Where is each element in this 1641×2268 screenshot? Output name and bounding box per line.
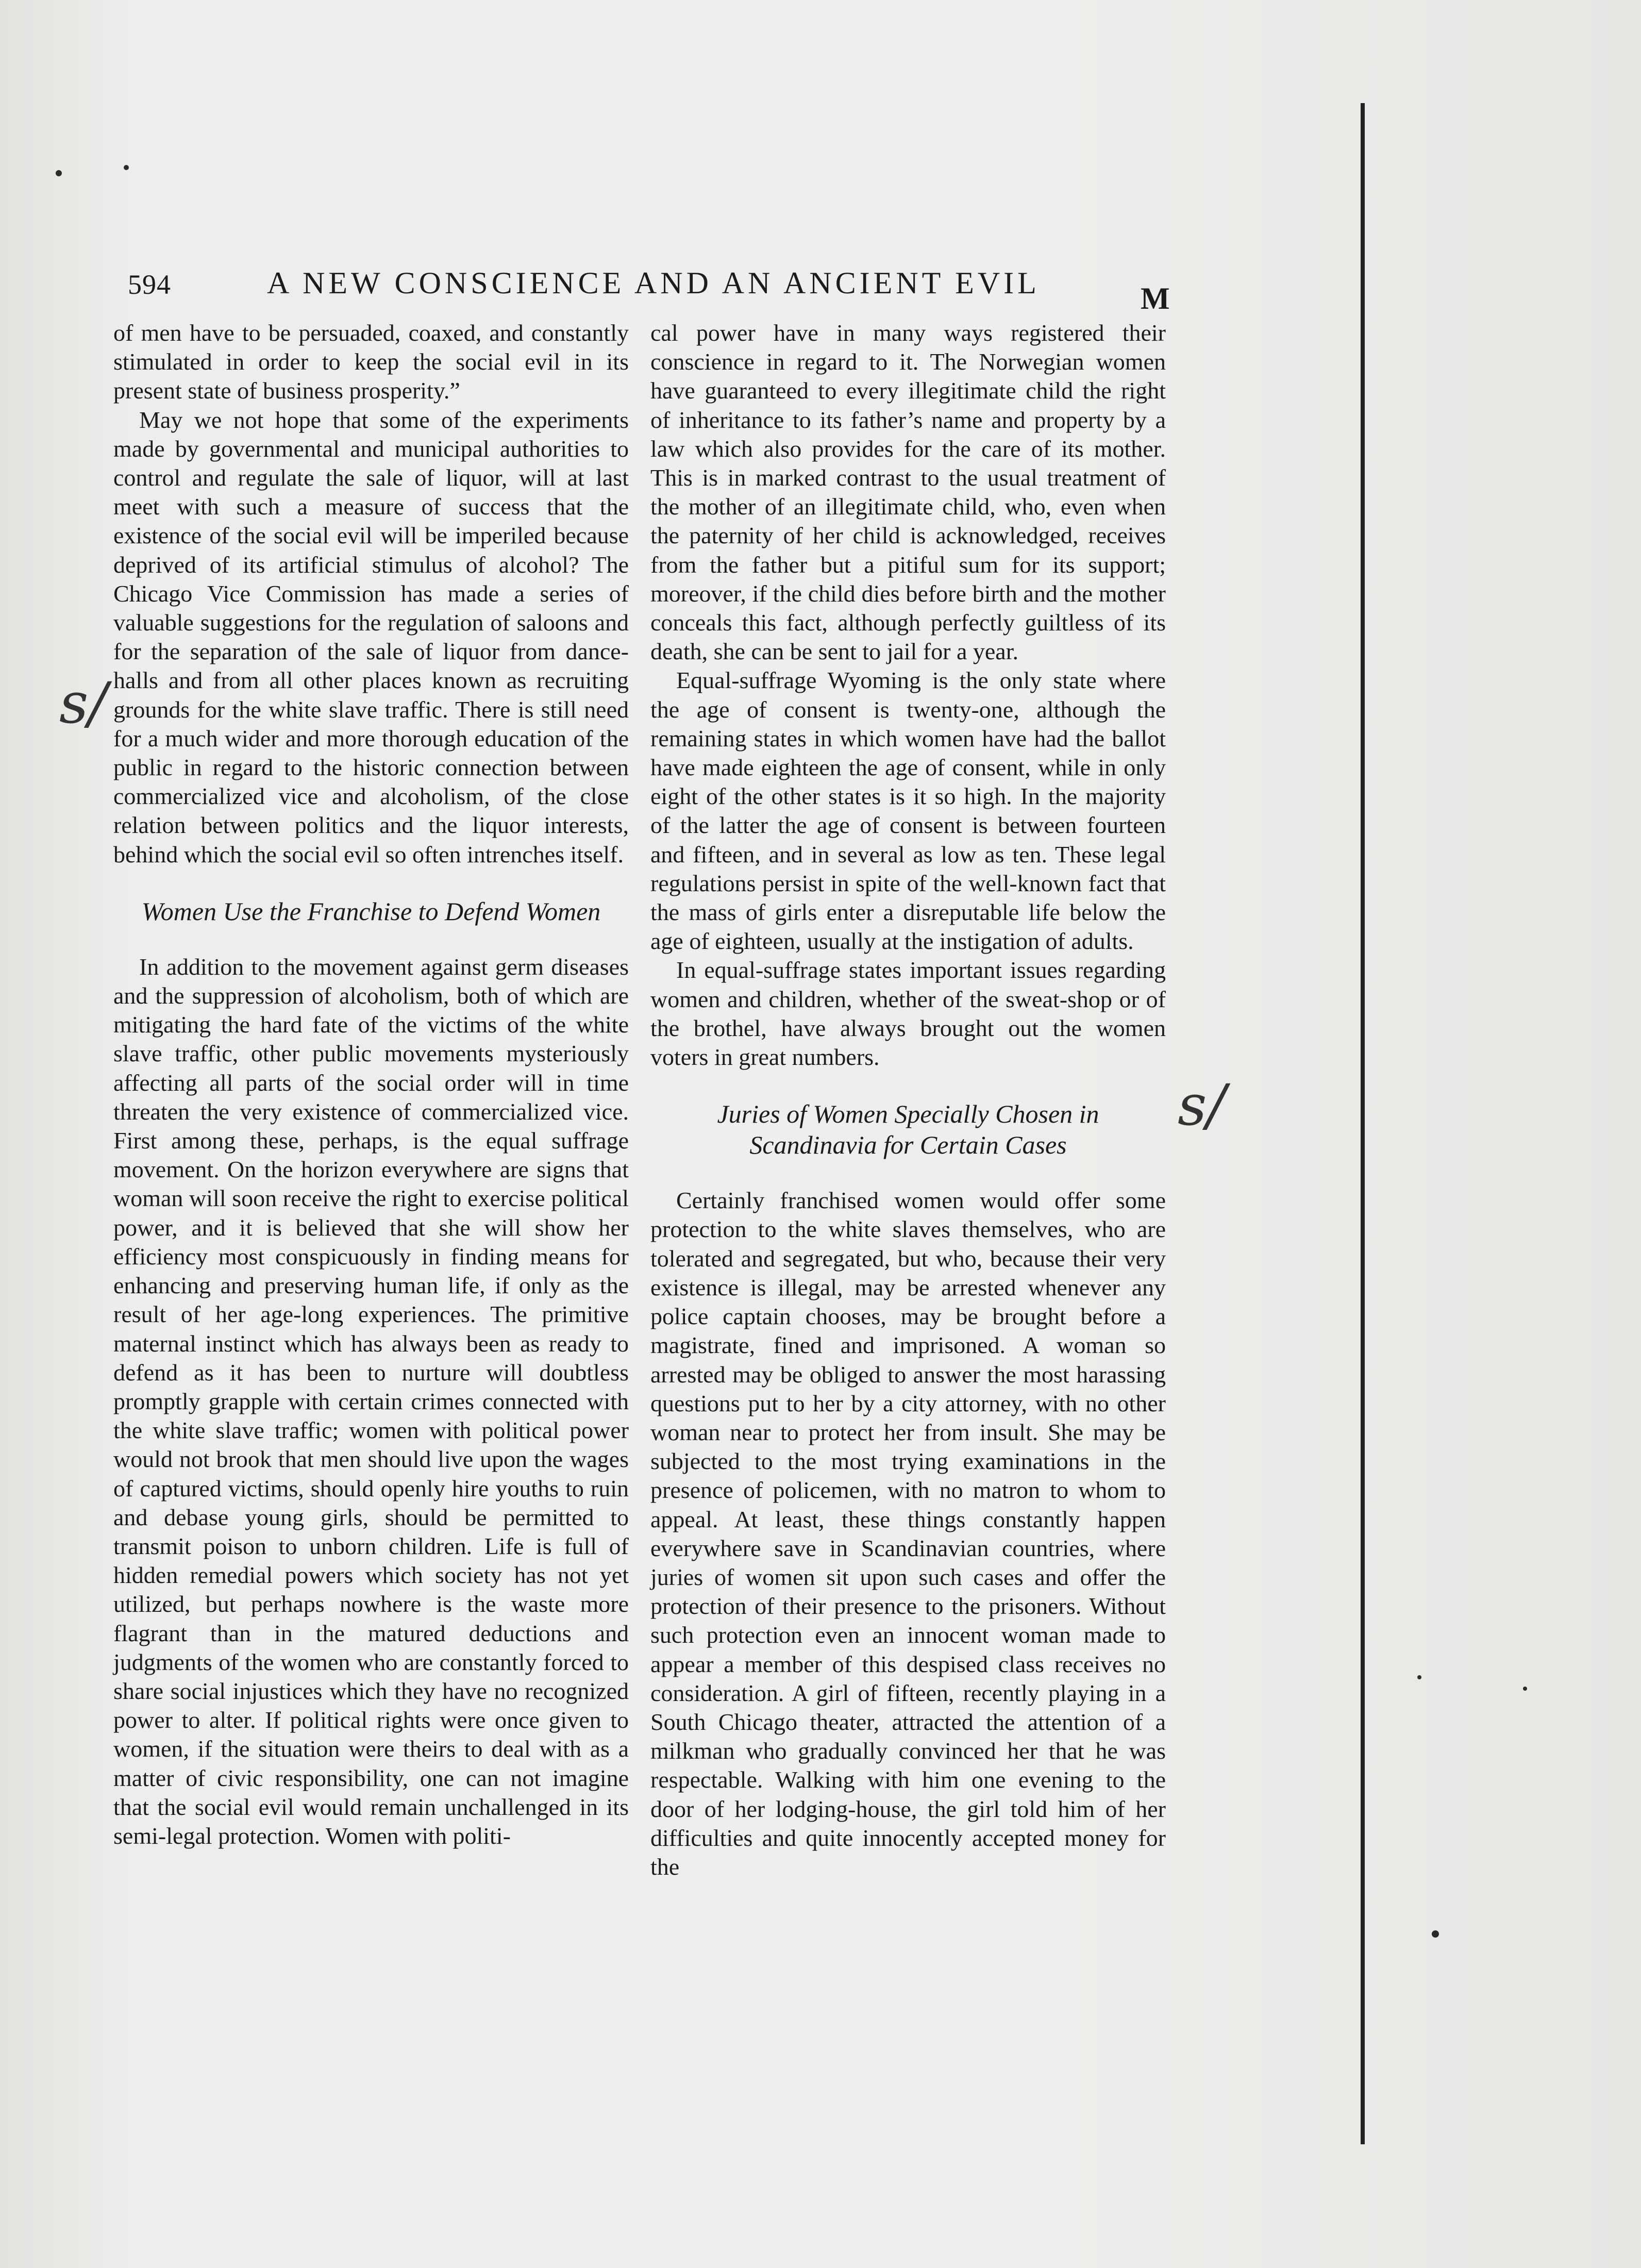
- margin-mark-right: s/: [1178, 1072, 1226, 1138]
- scan-speck: [56, 170, 62, 176]
- right-column: [650, 319, 1166, 1881]
- paragraph: In equal-suffrage states important issues regarding women and children, whether of the sweat-shop or of the brothel, have always brought out the women voters in great numbers.: [650, 957, 1166, 1071]
- scan-speck: [1523, 1687, 1527, 1691]
- margin-mark-left: s/: [59, 670, 108, 736]
- paragraph: In addition to the movement against germ diseases and the suppression of alcoholism, both of which are mitigating the hard fate of the victims of the white slave traffic, other public movements mysteriously affecting all parts of the social order will in time threaten the very existence of commercialized vice. First among these, perhaps, is the equal suffrage movement. On the horizon everywhere are signs that woman will soon receive the right to exercise political power, and it is believed that she will show her efficiency most conspicuously in finding means for enhancing and preserving human life, if only as the result of her age-long experiences. The primitive maternal instinct which has always been as ready to defend as it has been to nurture will doubtless promptly grapple with certain crimes connected with the white slave traffic; women with political power would not brook that men should live upon the wages of captured victims, should openly hire youths to ruin and debase young girls, should be permitted to transmit poison to unborn children. Life is full of hidden remedial powers which society has not yet utilized, but perhaps nowhere is the waste more flagrant than in the matured deductions and judgments of the women who are constantly forced to share social injustices which they have no recognized power to alter. If political rights were once given to women, if the situation were theirs to deal with as a matter of civic responsibility, one can not imagine that the social evil would remain unchallenged in its semi-legal protection. Women with politi-: [113, 953, 629, 1849]
- running-header: [128, 265, 1200, 315]
- page-number: 594: [128, 269, 171, 300]
- section-heading: Juries of Women Specially Chosen in Scandinavia for Certain Cases: [717, 1099, 1099, 1160]
- paragraph: May we not hope that some of the experiments made by governmental and municipal authorities to control and regulate the sale of liquor, will at last meet with such a measure of success that the existence of the social evil will be imperiled because deprived of its artificial stimulus of alcohol? The Chicago Vice Commission has made a series of valuable suggestions for the regulation of saloons and for the separation of the sale of liquor from dance-halls and from all other places known as recruiting grounds for the white slave traffic. There is still need for a much wider and more thorough education of the public in regard to the historic connection between commercialized vice and alcoholism, of the close relation between politics and the liquor interests, behind which the social evil so often intrenches itself.: [113, 406, 629, 868]
- left-column: [113, 319, 629, 1850]
- paragraph: Equal-suffrage Wyoming is the only state where the age of consent is twenty-one, although the remaining states in which women have had the ballot have made eighteen the age of consent, while in only eight of the other states is it so high. In the majority of the latter the age of consent is between fourteen and fifteen, and in several as low as ten. These legal regulations persist in spite of the well-known fact that the mass of girls enter a disreputable life below the age of eighteen, usually at the instigation of adults.: [650, 667, 1166, 955]
- scan-speck: [1417, 1675, 1421, 1679]
- scan-speck: [1432, 1930, 1439, 1938]
- margin-rule-line: [1361, 103, 1365, 2144]
- running-title: A NEW CONSCIENCE AND AN ANCIENT EVIL: [267, 266, 1040, 300]
- running-letter: M: [1141, 281, 1170, 315]
- paragraph: of men have to be persuaded, coaxed, and constantly stimulated in order to keep the social evil in its present state of business prosperity.”: [113, 320, 629, 404]
- section-heading: Women Use the Franchise to Defend Women: [141, 896, 601, 926]
- paragraph: Certainly franchised women would offer some protection to the white slaves themselves, who are tolerated and segregated, but who, because their very existence is illegal, may be arrested whenever any police captain chooses, may be brought before a magistrate, fined and imprisoned. A woman so arrested may be obliged to answer the most harassing questions put to her by a city attorney, with no other woman near to protect her from insult. She may be subjected to the most trying examinations in the presence of policemen, with no matron to whom to appeal. At least, these things constantly happen everywhere save in Scandinavian countries, where juries of women sit upon such cases and offer the protection of their presence to the prisoners. Without such protection even an innocent woman made to appear a member of this despised class receives no consideration. A girl of fifteen, recently playing in a South Chicago theater, attracted the attention of a milkman who gradually convinced her that he was respectable. Walking with him one evening to the door of her lodging-house, the girl told him of her difficulties and quite innocently accepted money for the: [650, 1187, 1166, 1880]
- scan-speck: [124, 165, 129, 170]
- paragraph: cal power have in many ways registered their conscience in regard to it. The Norwegian women have guaranteed to every illegitimate child the right of inheritance to its father’s name and property by a law which also provides for the care of its mother. This is in marked contrast to the usual treatment of the mother of an illegitimate child, who, even when the paternity of her child is acknowledged, receives from the father but a pitiful sum for its support; moreover, if the child dies before birth and the mother conceals this fact, although perfectly guiltless of its death, she can be sent to jail for a year.: [650, 320, 1166, 665]
